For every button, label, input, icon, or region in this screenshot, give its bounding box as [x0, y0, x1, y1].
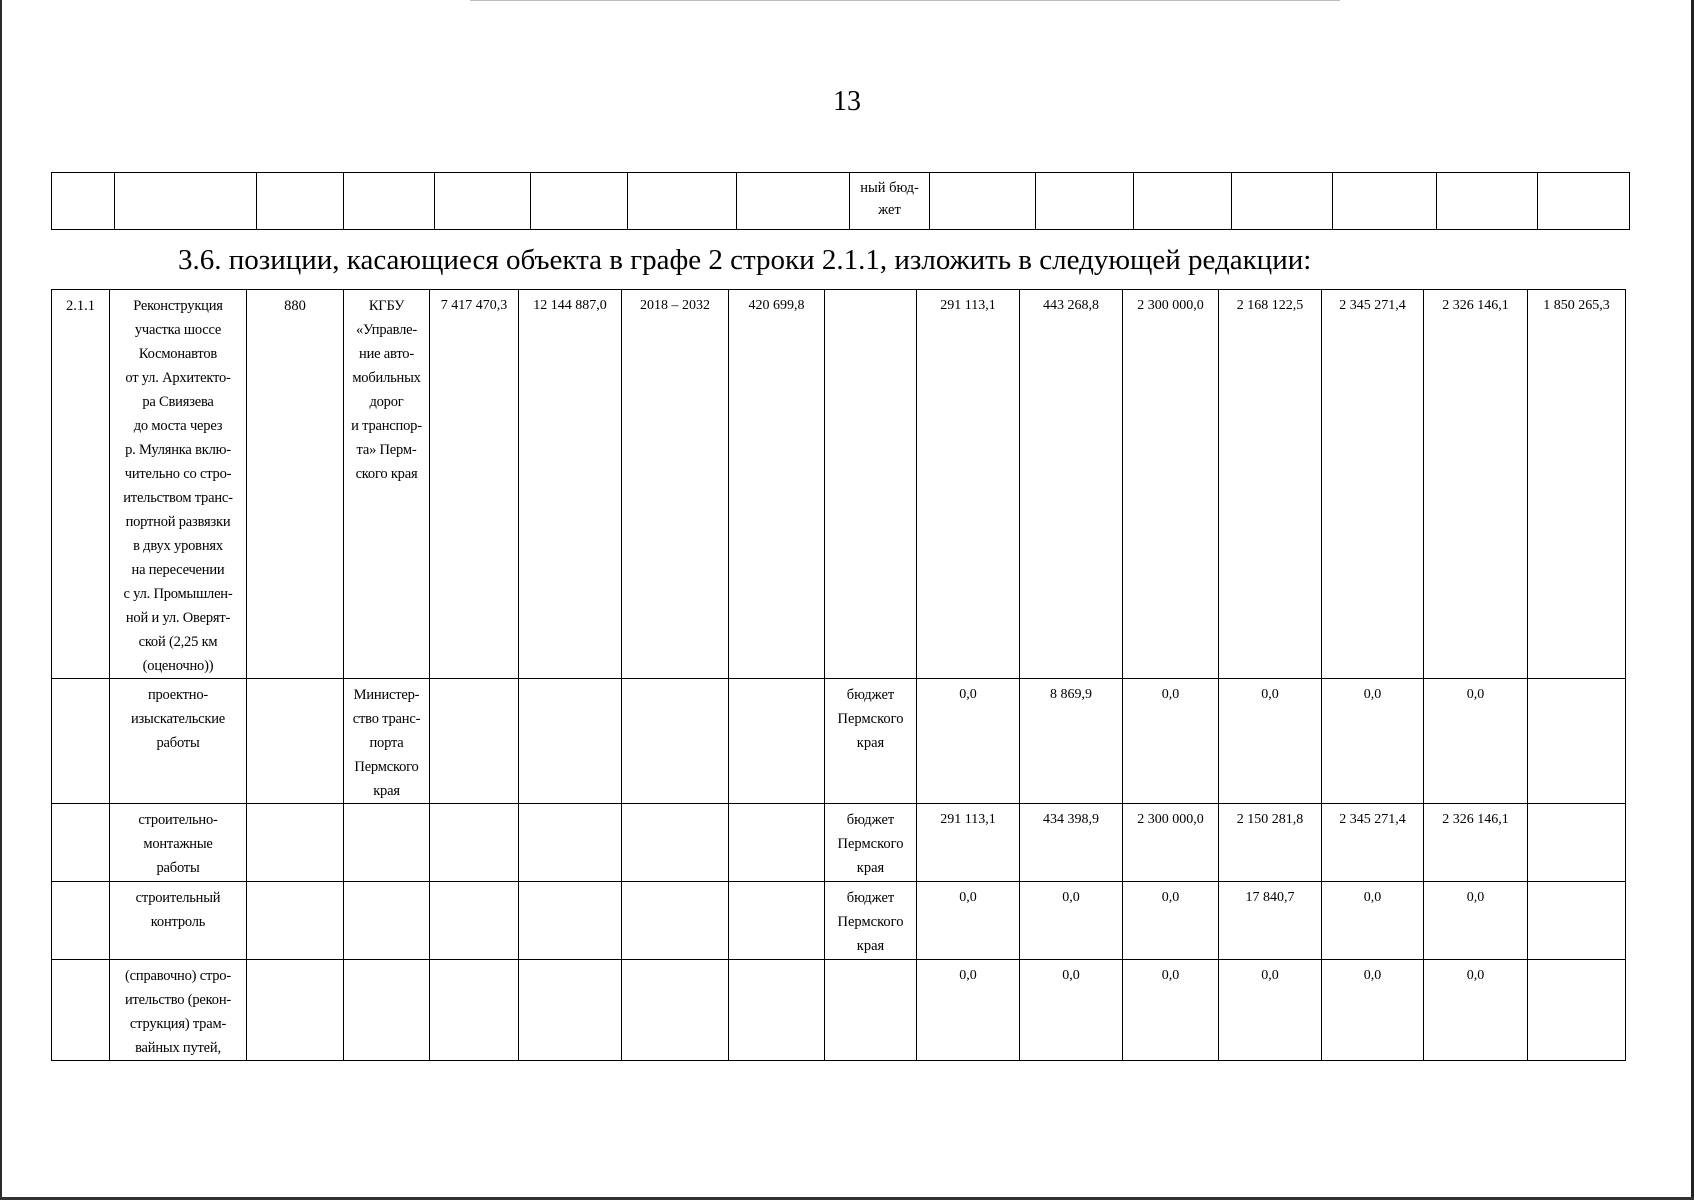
col3-cell: [247, 679, 344, 804]
year6-text: 0,0: [1466, 968, 1485, 983]
year7-cell: [1528, 290, 1626, 679]
period-cell: [622, 960, 729, 1061]
period-cell: [622, 290, 729, 679]
period-cell: [622, 882, 729, 960]
source-text: бюджет Пермского края: [837, 687, 904, 751]
col8-text: 420 699,8: [748, 298, 805, 313]
year5-cell: [1322, 804, 1424, 882]
table-row: [52, 804, 1626, 882]
year7-cell: [1528, 960, 1626, 1061]
name-cell: [110, 882, 247, 960]
year6-cell: [1424, 290, 1528, 679]
year5-text: 0,0: [1363, 968, 1382, 983]
year2-cell: [1020, 804, 1123, 882]
col3-cell: [247, 882, 344, 960]
year1-text: 291 113,1: [940, 812, 996, 827]
executor-text: Министер- ство транс- порта Пермского края: [352, 687, 421, 799]
table-row: [52, 960, 1626, 1061]
source-cell: [825, 960, 917, 1061]
page-number: 13: [833, 86, 861, 117]
year1-text: 0,0: [959, 890, 977, 905]
table-row: [52, 882, 1626, 960]
year1-text: 0,0: [959, 687, 977, 702]
code-cell: [52, 290, 110, 679]
executor-cell: [344, 960, 430, 1061]
code-cell: [52, 679, 110, 804]
scan-edge-left: [0, 0, 2, 1200]
year6-cell: [1424, 679, 1528, 804]
year5-cell: [1322, 679, 1424, 804]
source-cell: [825, 882, 917, 960]
col3-cell: [247, 960, 344, 1061]
year4-text: 0,0: [1261, 687, 1279, 702]
name-cell: [110, 960, 247, 1061]
continuation-table: [51, 172, 1630, 230]
period-cell: [622, 679, 729, 804]
year1-text: 291 113,1: [940, 298, 996, 313]
year6-cell: [1424, 804, 1528, 882]
year2-cell: [1020, 882, 1123, 960]
col8-cell: [729, 804, 825, 882]
source-cell: [825, 679, 917, 804]
year4-text: 17 840,7: [1245, 890, 1295, 905]
col3-cell: [247, 290, 344, 679]
year7-cell: [1528, 882, 1626, 960]
year5-cell: [1322, 960, 1424, 1061]
col6-cell: [519, 290, 622, 679]
col6-cell: [519, 804, 622, 882]
code-cell: [52, 804, 110, 882]
year7-cell: [1528, 804, 1626, 882]
year2-text: 0,0: [1062, 968, 1080, 983]
year5-text: 2 345 271,4: [1339, 298, 1406, 313]
year1-cell: [917, 290, 1020, 679]
year4-cell: [1219, 804, 1322, 882]
continuation-source-cell: [850, 173, 930, 230]
year2-cell: [1020, 290, 1123, 679]
year6-cell: [1424, 882, 1528, 960]
executor-cell: [344, 804, 430, 882]
table-row: [52, 679, 1626, 804]
year6-text: 0,0: [1466, 890, 1485, 905]
name-text: строительный контроль: [135, 890, 221, 930]
year1-cell: [917, 882, 1020, 960]
col3-cell: [247, 804, 344, 882]
year6-cell: [1424, 960, 1528, 1061]
year3-cell: [1123, 679, 1219, 804]
col3-text: 880: [284, 298, 306, 314]
section-heading: 3.6. позиции, касающиеся объекта в графе 2 строки 2.1.1, изложить в следующей редакции:: [178, 244, 1312, 276]
period-text: 2018 – 2032: [640, 298, 710, 313]
name-cell: [110, 804, 247, 882]
code-text: 2.1.1: [66, 298, 95, 314]
year2-text: 434 398,9: [1043, 812, 1099, 827]
col5-cell: [430, 882, 519, 960]
col6-text: 12 144 887,0: [533, 298, 607, 313]
year3-text: 2 300 000,0: [1137, 298, 1204, 313]
executor-text: КГБУ «Управле- ние авто- мобильных дорог и транспор- та» Перм- ского края: [351, 298, 422, 482]
year3-text: 0,0: [1161, 687, 1180, 702]
name-text: строительно- монтажные работы: [138, 812, 218, 876]
year4-text: 2 150 281,8: [1236, 812, 1304, 827]
year4-cell: [1219, 960, 1322, 1061]
code-cell: [52, 960, 110, 1061]
table-row: [52, 290, 1626, 679]
name-cell: [110, 290, 247, 679]
year5-text: 0,0: [1363, 687, 1382, 702]
executor-cell: [344, 290, 430, 679]
year5-cell: [1322, 290, 1424, 679]
year3-text: 0,0: [1161, 890, 1180, 905]
year2-cell: [1020, 679, 1123, 804]
continuation-source-text: ный бюд- жет: [860, 180, 919, 218]
year6-text: 0,0: [1466, 687, 1485, 702]
code-cell: [52, 882, 110, 960]
year5-cell: [1322, 882, 1424, 960]
year6-text: 2 326 146,1: [1442, 298, 1509, 313]
col8-cell: [729, 960, 825, 1061]
year2-text: 8 869,9: [1050, 687, 1092, 702]
col6-cell: [519, 679, 622, 804]
year5-text: 0,0: [1363, 890, 1382, 905]
col5-cell: [430, 804, 519, 882]
year1-cell: [917, 960, 1020, 1061]
executor-cell: [344, 679, 430, 804]
continuation-row: [52, 173, 1630, 230]
period-cell: [622, 804, 729, 882]
year3-cell: [1123, 960, 1219, 1061]
year2-text: 0,0: [1062, 890, 1080, 905]
col6-cell: [519, 960, 622, 1061]
source-cell: [825, 290, 917, 679]
col8-cell: [729, 679, 825, 804]
col6-cell: [519, 882, 622, 960]
year5-text: 2 345 271,4: [1339, 812, 1406, 827]
positions-table-body: [52, 290, 1626, 1061]
year3-text: 2 300 000,0: [1137, 812, 1204, 827]
year3-cell: [1123, 804, 1219, 882]
col5-text: 7 417 470,3: [440, 298, 508, 313]
year4-text: 0,0: [1261, 968, 1279, 983]
year3-cell: [1123, 882, 1219, 960]
source-cell: [825, 804, 917, 882]
scan-edge-top: [470, 0, 1340, 1]
year3-text: 0,0: [1161, 968, 1180, 983]
name-cell: [110, 679, 247, 804]
year1-cell: [917, 679, 1020, 804]
positions-table: [51, 289, 1626, 1061]
year1-cell: [917, 804, 1020, 882]
col8-cell: [729, 882, 825, 960]
year3-cell: [1123, 290, 1219, 679]
name-text: (справочно) стро- ительство (рекон- струкция) трам- вайных путей,: [124, 968, 232, 1056]
year2-cell: [1020, 960, 1123, 1061]
executor-cell: [344, 882, 430, 960]
name-text: проектно- изыскательские работы: [130, 687, 226, 751]
year4-text: 2 168 122,5: [1236, 298, 1304, 313]
name-text: Реконструкция участка шоссе Космонавтов от ул. Архитекто- ра Свиязева до моста через р. Мулянка вклю- чительно со стро- ительством транс- портной развязки в двух уровнях на пересечении с ул. Промышлен- ной и ул. Оверят- ской (2,25 км (оценочно)): [123, 298, 233, 674]
year7-cell: [1528, 679, 1626, 804]
year4-cell: [1219, 679, 1322, 804]
source-text: бюджет Пермского края: [837, 890, 904, 954]
year2-text: 443 268,8: [1043, 298, 1099, 313]
col5-cell: [430, 960, 519, 1061]
year4-cell: [1219, 882, 1322, 960]
col5-cell: [430, 290, 519, 679]
col8-cell: [729, 290, 825, 679]
col5-cell: [430, 679, 519, 804]
year1-text: 0,0: [959, 968, 977, 983]
year4-cell: [1219, 290, 1322, 679]
source-text: бюджет Пермского края: [837, 812, 904, 876]
year6-text: 2 326 146,1: [1442, 812, 1509, 827]
year7-text: 1 850 265,3: [1543, 298, 1610, 313]
